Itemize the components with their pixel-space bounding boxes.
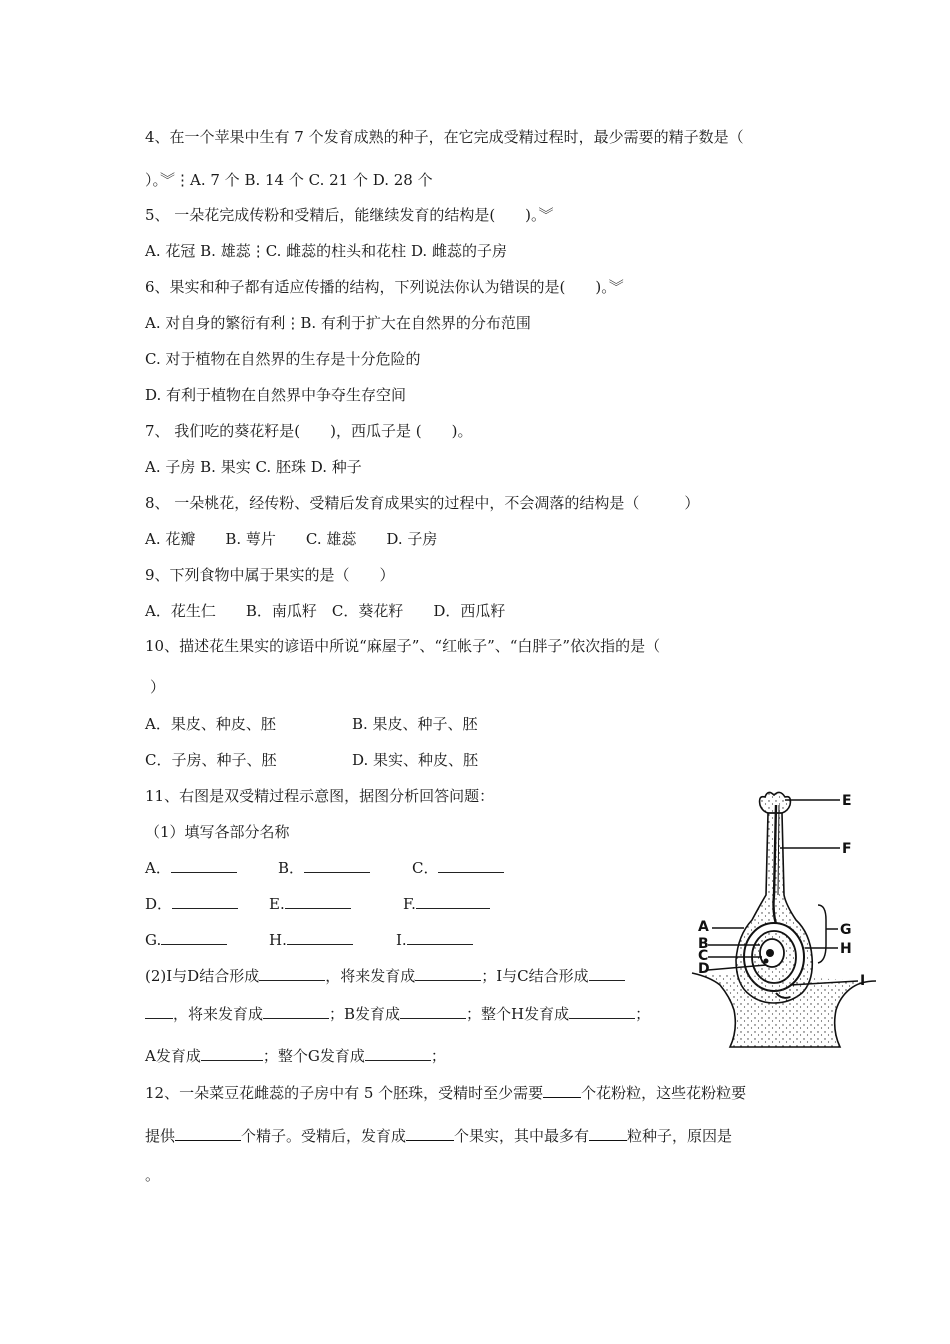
- q10-option-a: A．果皮、种皮、胚: [145, 715, 276, 733]
- q11-sub2-line3: [145, 1046, 446, 1066]
- blank-label: E.: [269, 895, 285, 913]
- blank-label: C．: [412, 859, 439, 877]
- label-h: H: [840, 941, 852, 957]
- label-d: D: [698, 961, 710, 977]
- label-f: F: [842, 841, 852, 857]
- q11-sub2-line2: [145, 1004, 650, 1024]
- q11-sub1: （1）填写各部分名称: [145, 823, 290, 841]
- blank-label: A．: [145, 859, 171, 877]
- q11-stem: 11、右图是双受精过程示意图，据图分析回答问题：: [145, 787, 495, 805]
- answer-blank[interactable]: [175, 1126, 241, 1141]
- text-span: 12、一朵菜豆花雌蕊的子房中有 5 个胚珠，受精时至少需要: [145, 1084, 544, 1102]
- q10-line1: 10、描述花生果实的谚语中所说“麻屋子”、“红帐子”、“白胖子”依次指的是（: [145, 637, 661, 655]
- q6-option-d: D. 有利于植物在自然界中争夺生存空间: [145, 386, 407, 404]
- blank-f[interactable]: [403, 894, 490, 914]
- q4-options: ）。︾⋮A. 7 个 B. 14 个 C. 21 个 D. 28 个: [145, 171, 433, 189]
- answer-blank[interactable]: [201, 1046, 263, 1061]
- text-span: A发育成: [145, 1047, 201, 1065]
- text-span: 粒种子，原因是: [627, 1127, 733, 1145]
- text-span: ；整个G发育成: [262, 1047, 365, 1065]
- polar-nuclei: [766, 949, 774, 957]
- blank-e[interactable]: [269, 894, 351, 914]
- blank-g[interactable]: [145, 930, 227, 950]
- q6-option-c: C. 对于植物在自然界的生存是十分危险的: [145, 350, 421, 368]
- q12-line3: 。: [145, 1166, 161, 1184]
- label-b: B: [698, 936, 709, 952]
- label-c: C: [698, 948, 709, 964]
- q10-option-b: B. 果皮、种子、胚: [352, 715, 478, 733]
- q10-option-d: D. 果实、种皮、胚: [352, 751, 479, 769]
- q9-stem: 9、下列食物中属于果实的是（ ）: [145, 566, 395, 584]
- text-span: (2)I与D结合形成: [145, 967, 260, 985]
- q11-sub2-line1: [145, 966, 625, 986]
- text-span: ；I与C结合形成: [481, 967, 589, 985]
- blank-d[interactable]: [145, 894, 238, 914]
- blank-label: D．: [145, 895, 173, 913]
- egg-cell: [764, 959, 769, 964]
- text-span: ，将来发育成: [173, 1005, 264, 1023]
- blank-a[interactable]: [145, 858, 237, 878]
- q7-options: A. 子房 B. 果实 C. 胚珠 D. 种子: [145, 458, 362, 476]
- blank-h[interactable]: [269, 930, 353, 950]
- answer-blank[interactable]: [569, 1004, 635, 1019]
- blank-label: I.: [396, 931, 407, 949]
- double-fertilization-diagram: [690, 785, 880, 1060]
- blank-label: H.: [269, 931, 287, 949]
- text-span: 个精子。受精后，发育成: [241, 1127, 407, 1145]
- text-span: 个果实，其中最多有: [454, 1127, 590, 1145]
- q12-line2: [145, 1126, 732, 1146]
- q10-line2: ）: [150, 678, 166, 696]
- q5-options: A. 花冠 B. 雄蕊⋮C. 雌蕊的柱头和花柱 D. 雌蕊的子房: [145, 242, 507, 260]
- text-span: ；: [430, 1047, 446, 1065]
- text-span: ；B发育成: [329, 1005, 401, 1023]
- q7-stem: 7、 我们吃的葵花籽是( )，西瓜子是 ( )。: [145, 422, 473, 440]
- blank-i[interactable]: [396, 930, 473, 950]
- answer-blank[interactable]: [263, 1004, 329, 1019]
- q9-options: A．花生仁 B．南瓜籽 C．葵花籽 D．西瓜籽: [145, 602, 506, 620]
- label-g: G: [840, 922, 852, 938]
- q8-stem: 8、 一朵桃花，经传粉、受精后发育成果实的过程中，不会凋落的结构是（ ）: [145, 494, 700, 512]
- q4-line1: 4、在一个苹果中生有 7 个发育成熟的种子，在它完成受精过程时，最少需要的精子数是（: [145, 128, 744, 146]
- answer-blank[interactable]: [365, 1046, 431, 1061]
- text-span: 个花粉粒，这些花粉粒要: [581, 1084, 747, 1102]
- answer-blank[interactable]: [145, 1004, 173, 1019]
- bracket-g: [818, 905, 826, 963]
- blank-label: B．: [278, 859, 305, 877]
- label-i: I: [860, 973, 866, 989]
- q8-options: A. 花瓣 B. 萼片 C. 雄蕊 D. 子房: [145, 530, 438, 548]
- label-a: A: [698, 919, 709, 935]
- label-e: E: [842, 793, 852, 809]
- q6-options-ab: A. 对自身的繁衍有利⋮B. 有利于扩大在自然界的分布范围: [145, 314, 531, 332]
- blank-b[interactable]: [278, 858, 370, 878]
- text-span: ；整个H发育成: [466, 1005, 570, 1023]
- q10-option-c: C．子房、种子、胚: [145, 751, 277, 769]
- answer-blank[interactable]: [589, 1126, 627, 1141]
- q6-stem: 6、果实和种子都有适应传播的结构，下列说法你认为错误的是( )。︾: [145, 278, 624, 296]
- answer-blank[interactable]: [259, 966, 325, 981]
- answer-blank[interactable]: [589, 966, 625, 981]
- q5-stem: 5、 一朵花完成传粉和受精后，能继续发育的结构是( )。︾: [145, 206, 554, 224]
- answer-blank[interactable]: [406, 1126, 454, 1141]
- receptacle: [692, 973, 876, 1047]
- blank-label: G.: [145, 931, 162, 949]
- answer-blank[interactable]: [543, 1083, 581, 1098]
- blank-c[interactable]: [412, 858, 504, 878]
- answer-blank[interactable]: [415, 966, 481, 981]
- blank-label: F.: [403, 895, 416, 913]
- answer-blank[interactable]: [400, 1004, 466, 1019]
- text-span: ；: [635, 1005, 651, 1023]
- text-span: ，将来发育成: [325, 967, 416, 985]
- q12-line1: [145, 1083, 746, 1103]
- text-span: 提供: [145, 1127, 176, 1145]
